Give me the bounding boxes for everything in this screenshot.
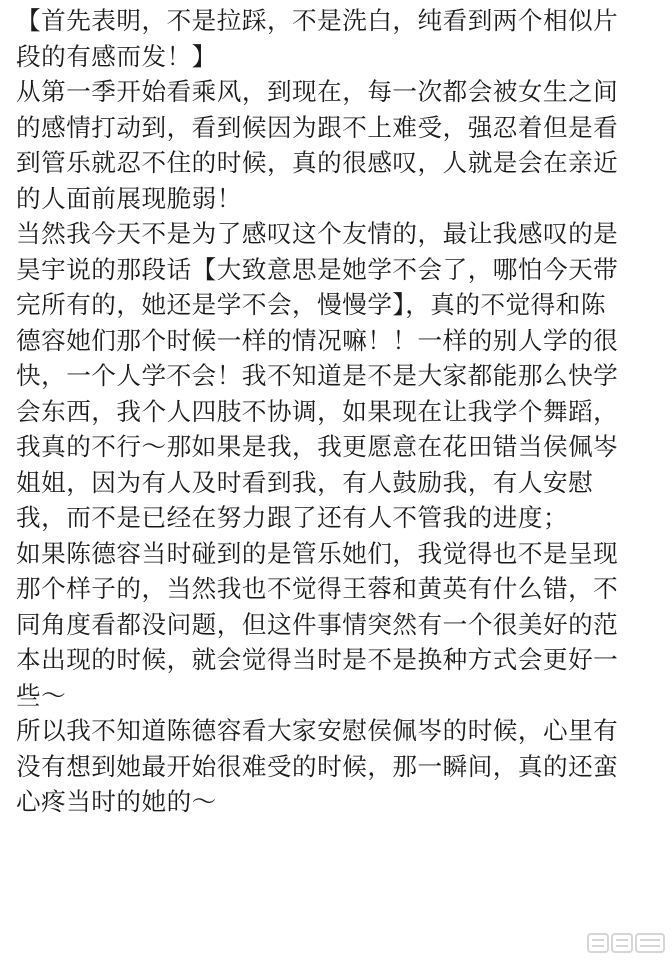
post-line: 心疼当时的她的～ — [16, 787, 217, 816]
post-line: 没有想到她最开始很难受的时候，那一瞬间，真的还蛮 — [16, 751, 619, 781]
post-line: 我，而不是已经在努力跟了还有人不管我的进度； — [16, 503, 569, 532]
post-line: 【首先表明，不是拉踩，不是洗白，纯看到两个相似片 — [16, 6, 619, 35]
post-line: 的感情打动到，看到候因为跟不上难受，强忍着但是看 — [16, 112, 619, 142]
post-body — [16, 3, 660, 820]
post-line: 姐姐，因为有人及时看到我，有人鼓励我，有人安慰 — [16, 467, 594, 497]
post-line: 昊宇说的那段话【大致意思是她学不会了，哪怕今天带 — [16, 254, 619, 284]
post-line: 的人面前展现脆弱！ — [16, 183, 242, 213]
post-line: 所以我不知道陈德容看大家安慰侯佩岑的时候，心里有 — [16, 716, 619, 745]
post-line: 那个样子的，当然我也不觉得王蓉和黄英有什么错，不 — [16, 574, 619, 603]
post-line: 本出现的时候，就会觉得当时是不是换种方式会更好一 — [16, 645, 619, 674]
post-line: 当然我今天不是为了感叹这个友情的，最让我感叹的是 — [16, 219, 619, 248]
post-line: 快，一个人学不会！我不知道是不是大家都能那么快学 — [16, 361, 619, 390]
post-line: 些～ — [16, 680, 67, 710]
post-line: 会东西，我个人四肢不协调，如果现在让我学个舞蹈， — [16, 396, 619, 426]
post-line: 我真的不行～那如果是我，我更愿意在花田错当侯佩岑 — [16, 432, 619, 461]
weibo-watermark-icon — [586, 928, 668, 958]
post-line: 段的有感而发！】 — [16, 41, 217, 71]
post-line: 德容她们那个时候一样的情况嘛！！一样的别人学的很 — [16, 325, 619, 355]
post-line: 如果陈德容当时碰到的是管乐她们，我觉得也不是呈现 — [16, 538, 619, 568]
post-line: 从第一季开始看乘风，到现在，每一次都会被女生之间 — [16, 77, 619, 106]
post-line: 完所有的，她还是学不会，慢慢学】，真的不觉得和陈 — [16, 290, 606, 319]
post-line: 同角度看都没问题，但这件事情突然有一个很美好的范 — [16, 609, 619, 639]
post-line: 到管乐就忍不住的时候，真的很感叹，人就是会在亲近 — [16, 148, 619, 177]
